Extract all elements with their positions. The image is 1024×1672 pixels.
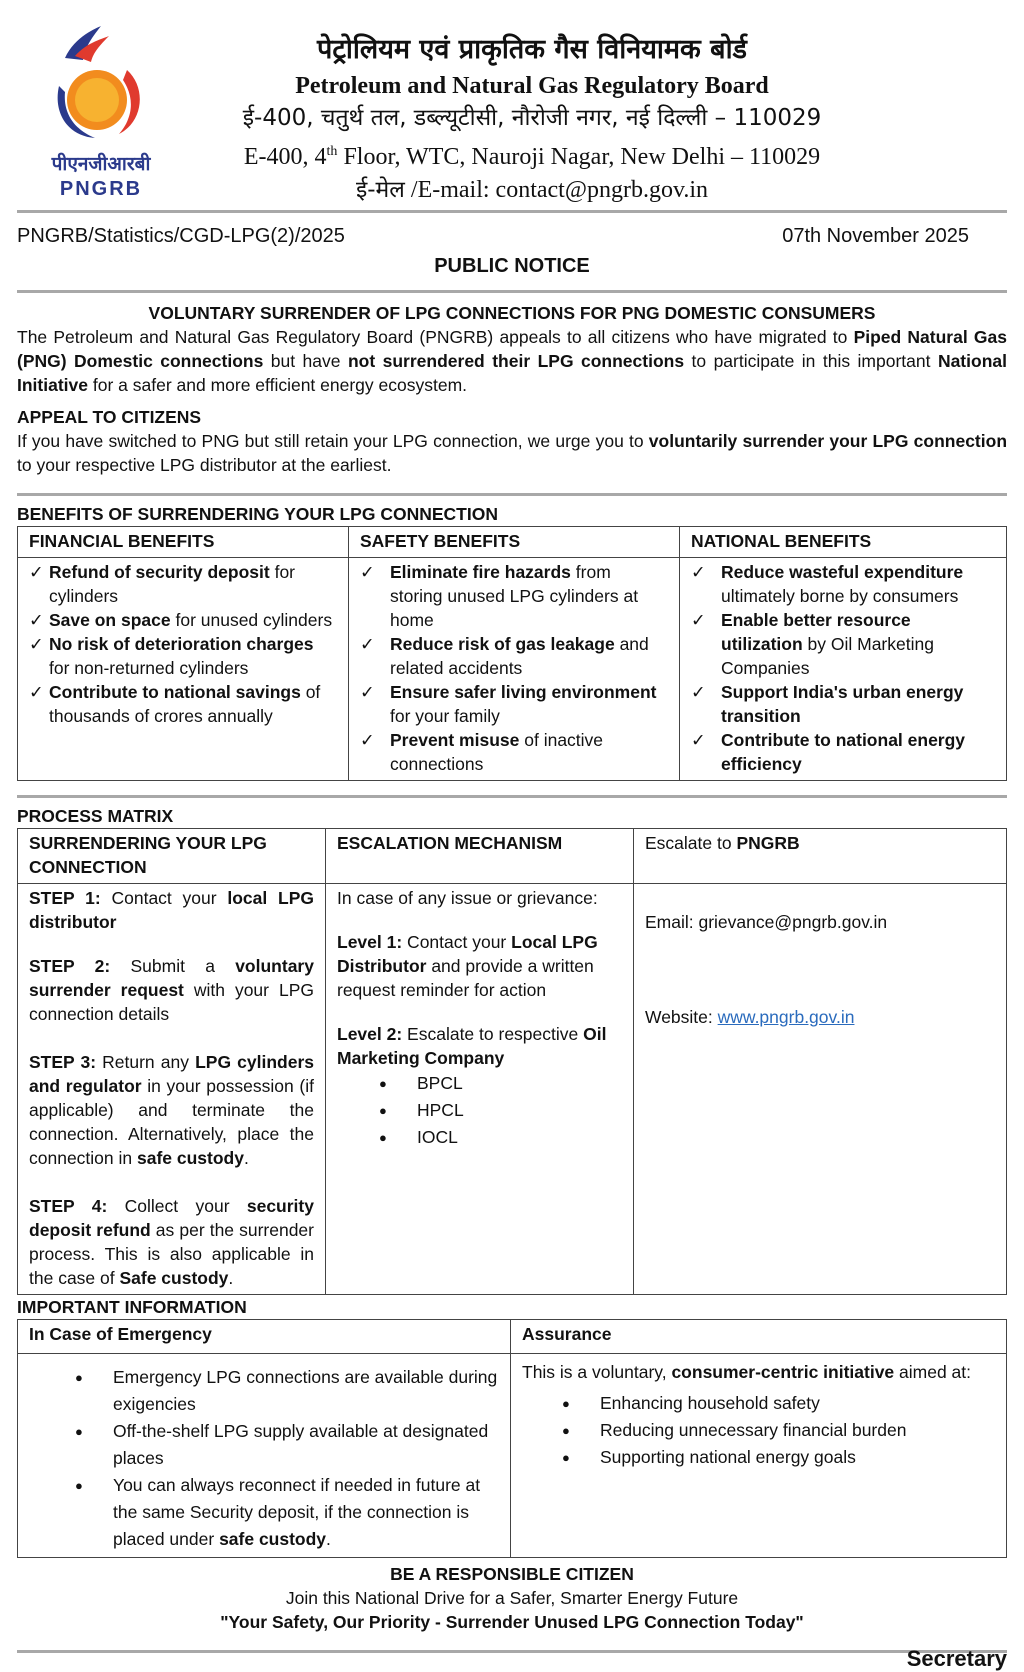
list-item [360,632,668,680]
hindi-title: पेट्रोलियम एवं प्राकृतिक गैस विनियामक बोर्ड [316,34,748,65]
text-run: . [228,1268,234,1288]
list-item [29,560,337,608]
divider [17,1650,1007,1653]
flame-sun-emblem-icon [35,26,165,151]
assurance-header: Assurance [511,1320,1007,1354]
benefits-heading: BENEFITS OF SURRENDERING YOUR LPG CONNECTION [17,504,498,524]
grievance-email: Email: grievance@pngrb.gov.in [645,912,888,932]
financial-header: FINANCIAL BENEFITS [18,527,349,558]
text-run: Contact your [402,932,512,952]
text-run: but have [263,351,348,371]
closing-block [17,1562,1007,1634]
bold-text: Prevent misuse [390,730,520,750]
contact-email: ई-मेल /E-mail: contact@pngrb.gov.in [355,177,709,203]
bold-text: Ensure safer living environment [390,682,657,702]
bold-text: Level 2: [337,1024,403,1044]
national-list [691,560,995,776]
benefits-table [17,526,1007,781]
escalation-level-2 [337,1022,622,1070]
text-run: The Petroleum and Natural Gas Regulatory Board (PNGRB) appeals to all citizens who have migrated to [17,327,854,347]
escalation-level-1 [337,930,622,1002]
grievance-email-address: grievance@pngrb.gov.in [698,912,888,932]
text-run: for your family [390,706,500,726]
important-table [17,1319,1007,1558]
list-item [360,560,668,632]
bold-text: STEP 4: [29,1196,108,1216]
step-4 [29,1194,314,1290]
national-benefits [680,558,1007,781]
closing-heading: BE A RESPONSIBLE CITIZEN [390,1564,634,1584]
escalation-header: ESCALATION MECHANISM [326,829,634,884]
bold-text: National Initiative [17,351,1007,395]
bold-text: security deposit refund [29,1196,314,1240]
english-title: Petroleum and Natural Gas Regulatory Board [295,73,769,99]
divider [17,795,1007,798]
text-run: and provide a written request reminder for action [337,956,594,1000]
bold-text: Piped Natural Gas (PNG) Domestic connections [17,327,1007,371]
text-run: from storing unused LPG cylinders at home [390,562,639,630]
financial-benefits [18,558,349,781]
bold-text: Oil Marketing Company [337,1024,607,1068]
escalation-intro: In case of any issue or grievance: [337,888,598,908]
divider [17,210,1007,213]
safety-header: SAFETY BENEFITS [349,527,680,558]
emergency-header: In Case of Emergency [18,1320,511,1354]
text-run: for non-returned cylinders [49,658,249,678]
bold-text: safe custody [137,1148,244,1168]
text-run: to your respective LPG distributor at the earliest. [17,455,392,475]
bold-text: Refund of security deposit [49,562,270,582]
list-item [29,608,337,632]
emergency-cell [18,1354,511,1558]
text-run: Off-the-shelf LPG supply available at designated places [113,1421,489,1468]
text-run: Submit a [110,956,236,976]
letterhead [17,0,1007,210]
list-item: ● Enhancing household safety [600,1390,995,1417]
appeal-heading: APPEAL TO CITIZENS [17,407,202,427]
text-run: for unused cylinders [170,610,333,630]
text-run: Emergency LPG connections are available during exigencies [113,1367,498,1414]
financial-list [29,560,337,728]
closing-line: Join this National Drive for a Safer, Smarter Energy Future [285,1588,739,1608]
logo-hindi-text: पीएनजीआरबी [51,153,151,175]
appeal-paragraph [17,429,1007,477]
list-item [113,1418,499,1472]
bold-text: Save on space [49,610,171,630]
list-item: ● HPCL [417,1097,622,1124]
list-item: ● IOCL [417,1124,622,1151]
text-run: and related accidents [390,634,649,678]
process-heading: PROCESS MATRIX [17,806,174,826]
step-3 [29,1050,314,1170]
text-run: Collect your [107,1196,247,1216]
bold-text: voluntarily surrender your LPG connection [648,431,1008,451]
bold-text: LPG cylinders and regulator [29,1052,314,1096]
reference-number: PNGRB/Statistics/CGD-LPG(2)/2025 [17,225,345,247]
bold-text: STEP 3: [29,1052,97,1072]
bold-text: Contribute to national savings [49,682,301,702]
reference-row [17,225,1007,255]
intro-paragraph [17,325,1007,397]
text-run: in your possession (if applicable) and terminate the connection. Alternatively, place the connection in [29,1076,314,1168]
safety-list [360,560,668,776]
list-item [29,632,337,680]
bold-text: Eliminate fire hazards [390,562,571,582]
text-run: Escalate to respective [402,1024,584,1044]
step-1 [29,886,314,934]
bold-text: Level 1: [337,932,403,952]
bold-text: voluntary surrender request [29,956,314,1000]
bold-text: Local LPG Distributor [337,932,598,976]
text-run: aimed at: [894,1362,972,1382]
text-run: . [326,1529,331,1549]
bold-text: STEP 2: [29,956,111,976]
website-link[interactable]: www.pngrb.gov.in [717,1007,855,1027]
letterhead-text [207,30,857,207]
bold-text: consumer-centric initiative [671,1362,895,1382]
pngrb-header: Escalate to PNGRB [634,829,1007,884]
text-run: of inactive connections [390,730,604,774]
logo-text: PNGRB [59,178,143,200]
assurance-list [522,1390,995,1471]
steps-cell [18,884,326,1295]
text-run: with your LPG connection details [29,980,314,1024]
text-run: to participate in this important [684,351,938,371]
list-item [691,560,995,608]
text-run: . [243,1148,249,1168]
closing-slogan: "Your Safety, Our Priority - Surrender Unused LPG Connection Today" [220,1612,804,1632]
english-address: E-400, 4th Floor, WTC, Nauroji Nagar, New Delhi – 110029 [243,144,821,170]
list-item: ● Reducing unnecessary financial burden [600,1417,995,1444]
bold-text: STEP 1: [29,888,101,908]
divider [17,493,1007,496]
safety-benefits [349,558,680,781]
important-heading: IMPORTANT INFORMATION [17,1297,247,1317]
bold-text: not surrendered their LPG connections [347,351,685,371]
text-run: Return any [96,1052,196,1072]
text-run: You can always reconnect if needed in future at the same Security deposit, if the connection is placed under [113,1475,481,1549]
bold-text: Reduce risk of gas leakage [390,634,615,654]
assurance-intro [522,1360,995,1384]
assurance-cell [511,1354,1007,1558]
list-item [691,728,995,776]
bold-text: Contribute to national energy efficiency [721,730,966,774]
bold-text: Reduce wasteful expenditure [721,562,964,582]
list-item [691,680,995,728]
list-item [360,680,668,728]
bold-text: safe custody [219,1529,327,1549]
pngrb-contact-cell [634,884,1007,1295]
list-item [691,608,995,680]
list-item: ● Supporting national energy goals [600,1444,995,1471]
notice-title: VOLUNTARY SURRENDER OF LPG CONNECTIONS FOR PNG DOMESTIC CONSUMERS [148,303,876,323]
list-item [113,1472,499,1553]
text-run: ultimately borne by consumers [721,586,959,606]
divider [17,290,1007,293]
oil-companies-list [337,1070,622,1151]
step-2 [29,954,314,1026]
text-run: by Oil Marketing Companies [721,634,934,678]
process-table [17,828,1007,1295]
list-item [113,1364,499,1418]
list-item: ● BPCL [417,1070,622,1097]
pngrb-logo [35,26,165,206]
text-run: If you have switched to PNG but still retain your LPG connection, we urge you to [17,431,649,451]
surrender-header: SURRENDERING YOUR LPG CONNECTION [18,829,326,884]
list-item [360,728,668,776]
notice-date: 07th November 2025 [782,225,969,247]
bold-text: local LPG distributor [29,888,314,932]
bold-text: Safe custody [119,1268,229,1288]
list-item [29,680,337,728]
notice-heading: PUBLIC NOTICE [434,255,590,277]
text-run: Contact your [100,888,228,908]
text-run: for a safer and more efficient energy ecosystem. [88,375,468,395]
signatory: Secretary [906,1646,1007,1671]
bold-text: Support India's urban energy transition [721,682,964,726]
hindi-address: ई-400, चतुर्थ तल, डब्ल्यूटीसी, नौरोजी नगर, नई दिल्ली – 110029 [242,105,822,131]
escalation-cell [326,884,634,1295]
text-run: as per the surrender process. This is also applicable in the case of [29,1220,314,1288]
text-run: This is a voluntary, [522,1362,672,1382]
bold-text: No risk of deterioration charges [49,634,314,654]
pngrb-website: Website: www.pngrb.gov.in [645,1007,855,1027]
text-run: of thousands of crores annually [49,682,321,726]
emergency-list [29,1364,499,1553]
bold-text: Enable better resource utilization [721,610,911,654]
national-header: NATIONAL BENEFITS [680,527,1007,558]
text-run: for cylinders [49,562,296,606]
